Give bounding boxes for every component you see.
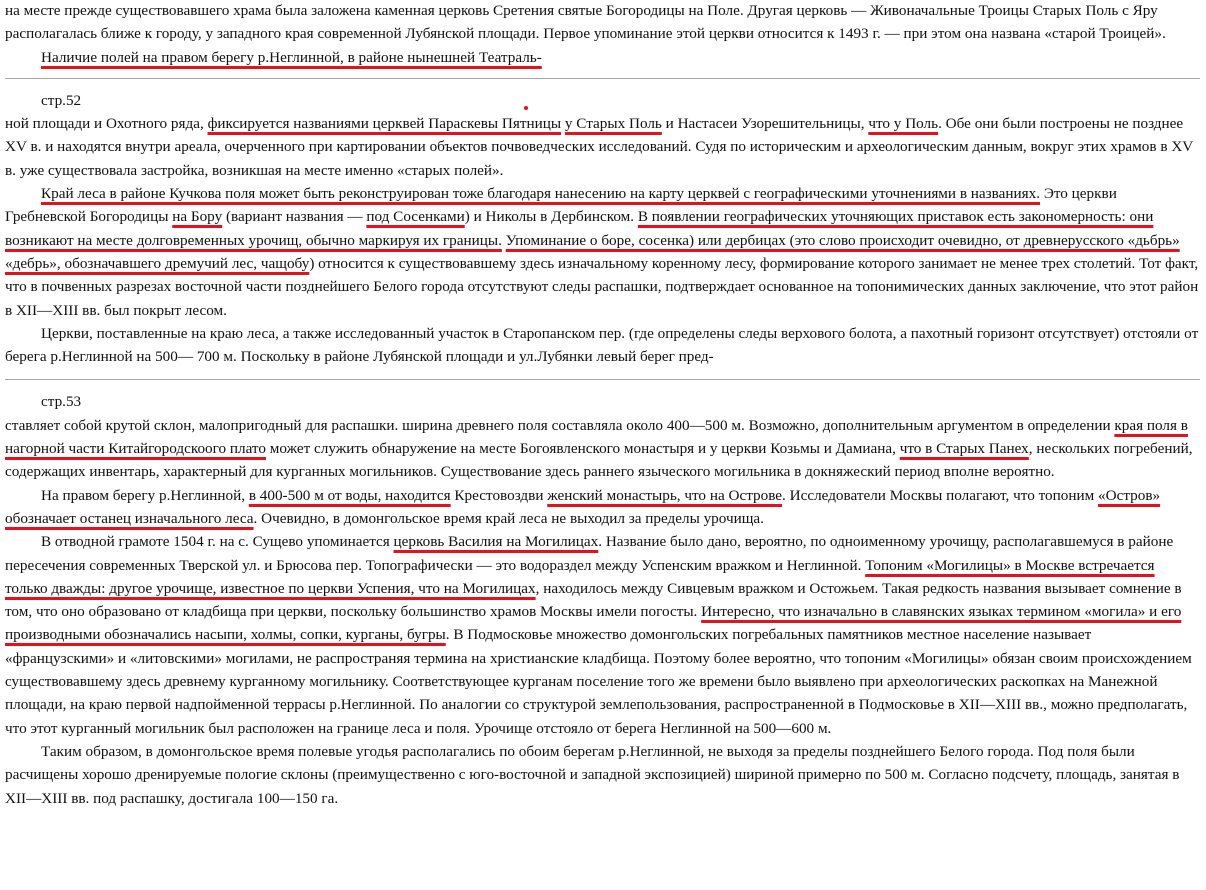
text-run: , нескольких погребений, содержащих инвентарь, характерный для курганных могильников. Существование здесь раннего языческого могильника в докняжеский период вполне вероятно.: [5, 440, 1193, 481]
paragraph: [5, 0, 1200, 46]
highlighted-phrase: что у Поль: [868, 115, 939, 133]
text-run: . Исследователи Москвы полагают, что топоним: [782, 486, 1099, 504]
page-divider: [5, 78, 1200, 79]
highlighted-phrase: в 400-500 м от воды, находится: [248, 486, 451, 504]
paragraph: [5, 46, 1200, 69]
highlighted-phrase: под Сосенками: [366, 208, 465, 226]
text-run: . Название было дано, вероятно, по одноименному урочищу, располагавшемуся в районе пересечения современных Тверской ул. и Брюсова пер. Топографически — это водораздел между Успенским вражком и Неглинной.: [5, 533, 1174, 574]
page-53-text: [5, 414, 1200, 810]
text-run: и Настасеи Узорешительницы,: [661, 115, 869, 133]
text-run: на месте прежде существовавшего храма была заложена каменная церковь Сретения святые Богородицы на Поле. Другая церковь — Живоначальные Троицы Старых Поль с Яру располагалась ближе к городу, у западного края современной Лубянской площади. Первое упоминание этой церкви относится к 1493 г. — при этом она названа «старой Троицей».: [5, 2, 1166, 43]
text-run: В отводной грамоте 1504 г. на с. Сущево упоминается: [41, 533, 394, 551]
page-52-tail-text: [5, 0, 1200, 69]
text-run: ) относится к существовавшему здесь изначальному коренному лесу, формирование которого занимает не менее трех столетий. Тот факт, что в почвенных разрезах восточной части позднейшего Белого города отсутствуют следы распашки, подтверждает основанное на топонимических данных заключение, что этот район в XII—XIII вв. был покрыт лесом.: [5, 254, 1199, 319]
paragraph: [5, 530, 1200, 740]
text-run: ной площади и Охотного ряда,: [5, 115, 208, 133]
highlighted-phrase: на Бору: [172, 208, 223, 226]
text-run: Таким образом, в домонгольское время полевые угодья располагались по обоим берегам р.Неглинной, не выходя за пределы позднейшего Белого города. Под поля были расчищены хорошо дренируемые пологие склоны (преимущественно с юго-восточной и западной экспозицией) шириной примерно по 500 м. Согласно подсчету, площадь, занятая в XII—XIII вв. под распашку, достигала 100—150 га.: [5, 742, 1180, 807]
paragraph: [5, 484, 1200, 531]
text-run: ) и Николы в Дербинском.: [464, 208, 638, 226]
highlighted-phrase: женский монастырь, что на Острове: [547, 486, 783, 504]
text-run: Крестовоздви: [450, 486, 548, 504]
highlighted-phrase: церковь Василия на Могилицах: [393, 533, 599, 551]
highlighted-phrase: фиксируется названиями церквей Параскевы Пятницы: [207, 115, 562, 133]
paragraph: [5, 112, 1200, 182]
text-run: На правом берегу р.Неглинной,: [41, 486, 249, 504]
highlighted-phrase: Топоним «Могилицы» в Москве встречается только дважды: другое урочище, известное по церкви Успения, что на Могилицах: [5, 556, 1155, 597]
paragraph: [5, 740, 1200, 810]
highlighted-phrase: «Остров» обозначает останец изначального леса: [5, 486, 1161, 527]
highlighted-phrase: что в Старых Панех: [899, 440, 1029, 458]
text-run: . В Подмосковье множество домонгольских погребальных памятников местное население называет «французскими» и «литовскими» могилами, не распространяя термина на христианские кладбища. Поэтому более вероятно, что топоним «Могилицы» обязан своим происхождением существовавшему здесь древнему курганному могильнику. Соответствующее курганам поселение того же времени было выявлено при археологических раскопках на Манежной площади, на краю первой надпойменной террасы р.Неглинной. По аналогии со структурой землепользования, распространенной в Подмосковье в XII—XIII вв., можно предполагать, что этот курганный могильник был расположен на границе леса и поля. Урочище отстояло от берега Неглинной на 500—600 м.: [5, 626, 1192, 737]
text-run: ставляет собой крутой склон, малопригодный для распашки. ширина древнего поля составляла около 400—500 м. Возможно, дополнительным аргументом в определении: [5, 416, 1115, 434]
text-run: может служить обнаружение на месте Богоявленского монастыря и у церкви Козьмы и Дамиана,: [265, 440, 900, 458]
paragraph: [5, 322, 1200, 369]
highlighted-phrase: Упоминание о боре, сосенка) или дербицах (это слово происходит очевидно, от древнерусского «дьбрь» «дебрь», обозначавшего дремучий лес, чащобу: [5, 231, 1180, 272]
page-52-text: [5, 112, 1200, 368]
page-number-52: стр.52: [41, 91, 82, 109]
paragraph: [5, 414, 1200, 484]
highlighted-phrase: края поля в нагорной части Китайгородскоого плато: [5, 416, 1188, 458]
text-run: . Обе они были построены не позднее XV в. и находятся внутри ареала, очерченного при картировании объектов почвоведческих исследований. Судя по историческим и археологическим данным, вокруг этих храмов в XV в. уже существовала застройка, возникшая на месте именно «старых полей».: [5, 115, 1193, 179]
text-run: . Очевидно, в домонгольское время край леса не выходил за пределы урочища.: [253, 509, 764, 527]
text-run: Церкви, поставленные на краю леса, а также исследованный участок в Старопанском пер. (где определены следы верхового болота, а пахотный горизонт отсутствует) отстояли от берега р.Неглинной на 500— 700 м. Поскольку в районе Лубянской площади и ул.Лубянки левый берег пред-: [5, 324, 1199, 366]
highlighted-phrase: В появлении географических уточняющих приставок есть закономерность: они возникают на месте долговременных урочищ, обычно маркируя их границы.: [5, 208, 1154, 249]
page-divider: [5, 379, 1200, 380]
document-page: [5, 0, 1200, 810]
text-run: Это церкви Гребневской Богородицы: [5, 185, 1117, 226]
paragraph: [5, 182, 1200, 322]
highlighted-phrase: Интересно, что изначально в славянских языках термином «могила» и его производными обозначались насыпи, холмы, сопки, курганы, бугры: [5, 603, 1182, 644]
highlighted-phrase: Край леса в районе Кучкова поля может быть реконструирован тоже благодаря нанесению на карту церквей с географическими уточнениями в названиях.: [41, 185, 1041, 203]
highlighted-phrase: Наличие полей на правом берегу р.Неглинной, в районе нынешней Театраль-: [41, 48, 542, 66]
text-run: , находилось между Сивцевым вражком и Остожьем. Такая редкость названия вызывает сомнение в том, что оно образовано от кладбища при церкви, поскольку большинство храмов Москвы имели погосты.: [5, 579, 1182, 621]
red-mark-dot: [524, 106, 528, 110]
highlighted-phrase: у Старых Поль: [564, 115, 662, 133]
text-run: (вариант названия —: [222, 208, 367, 226]
page-number-53: стр.53: [41, 393, 82, 411]
